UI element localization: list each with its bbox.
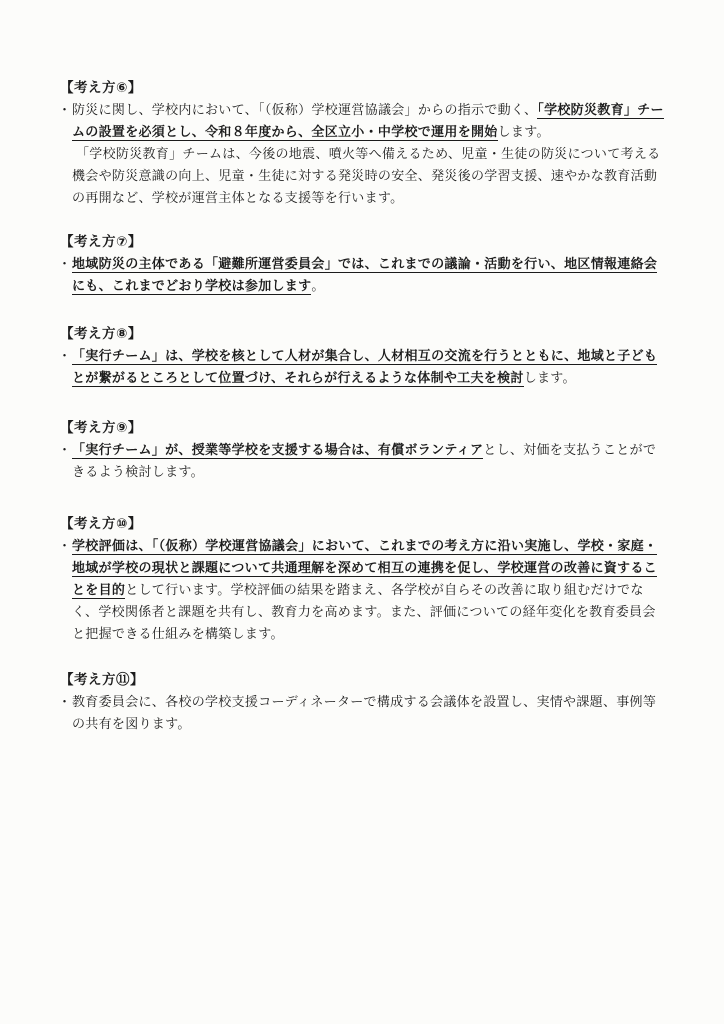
- section-heading: 【考え方⑪】: [60, 672, 144, 688]
- bullet-item: [56, 536, 668, 646]
- bullet-item: [56, 692, 668, 736]
- section-11: [56, 670, 668, 736]
- section-6: [56, 78, 668, 210]
- text: 。: [311, 279, 325, 294]
- emphasis-text: 学校評価は、「（仮称）学校運営協議会」において、これまでの考え方に沿い実施し、学校・家庭・地域が学校の現状と課題について共通理解を深めて相互の連携を促し、学校運営の改善に資することを目的: [72, 539, 658, 598]
- paragraph: [72, 440, 668, 484]
- text: とし、対価を支払うことができるよう検討します。: [72, 443, 657, 480]
- emphasis-text: 地域防災の主体である「避難所運営委員会」では、これまでの議論・活動を行い、地区情報連絡会にも、これまでどおり学校は参加します: [72, 257, 658, 294]
- bullet-mark: ・: [58, 443, 72, 458]
- bullet-mark: ・: [58, 695, 72, 710]
- text: します。: [523, 371, 576, 386]
- paragraph: 「学校防災教育」チームは、今後の地震、噴火等へ備えるため、児童・生徒の防災について考える機会や防災意識の向上、児童・生徒に対する発災時の安全、発災後の学習支援、速やかな教育活動の再開など、学校が運営主体となる支援等を行います。: [72, 147, 661, 206]
- bullet-mark: ・: [58, 103, 72, 118]
- text: します。: [497, 125, 550, 140]
- section-7: [56, 232, 668, 298]
- section-10: [56, 514, 668, 646]
- emphasis-text: 「実行チーム」が、授業等学校を支援する場合は、有償ボランティア: [72, 443, 484, 458]
- bullet-item: [56, 440, 668, 484]
- text: 教育委員会に、各校の学校支援コーディネーターで構成する会議体を設置し、実情や課題、事例等の共有を図ります。: [72, 695, 657, 732]
- paragraph: [72, 692, 668, 736]
- section-heading: 【考え方⑧】: [60, 326, 142, 342]
- bullet-item: [56, 100, 668, 210]
- bullet-item: [56, 254, 668, 298]
- bullet-mark: ・: [58, 539, 72, 554]
- paragraph: [72, 100, 668, 144]
- document-page: [56, 78, 668, 736]
- paragraph: [72, 254, 668, 298]
- section-heading: 【考え方⑨】: [60, 420, 142, 436]
- bullet-mark: ・: [58, 257, 72, 272]
- bullet-item: [56, 346, 668, 390]
- section-8: [56, 324, 668, 390]
- paragraph: [72, 346, 668, 390]
- section-heading: 【考え方⑥】: [60, 80, 142, 96]
- section-heading: 【考え方⑩】: [60, 516, 142, 532]
- section-heading: 【考え方⑦】: [60, 234, 142, 250]
- bullet-mark: ・: [58, 349, 72, 364]
- paragraph: [72, 536, 668, 646]
- emphasis-text: 「実行チーム」は、学校を核として人材が集合し、人材相互の交流を行うとともに、地域と子どもとが繋がるところとして位置づけ、それらが行えるような体制や工夫を検討: [72, 349, 658, 386]
- text: として行います。学校評価の結果を踏まえ、各学校が自らその改善に取り組むだけでなく、学校関係者と課題を共有し、教育力を高めます。また、評価についての経年変化を教育委員会と把握できる仕組みを構築します。: [72, 583, 656, 642]
- emphasis-text: 「学校防災教育」チームの設置を必須とし、令和８年度から、全区立小・中学校で運用を開始: [72, 103, 664, 140]
- text: 防災に関し、学校内において、「（仮称）学校運営協議会」からの指示で動く、: [72, 103, 538, 118]
- section-9: [56, 418, 668, 484]
